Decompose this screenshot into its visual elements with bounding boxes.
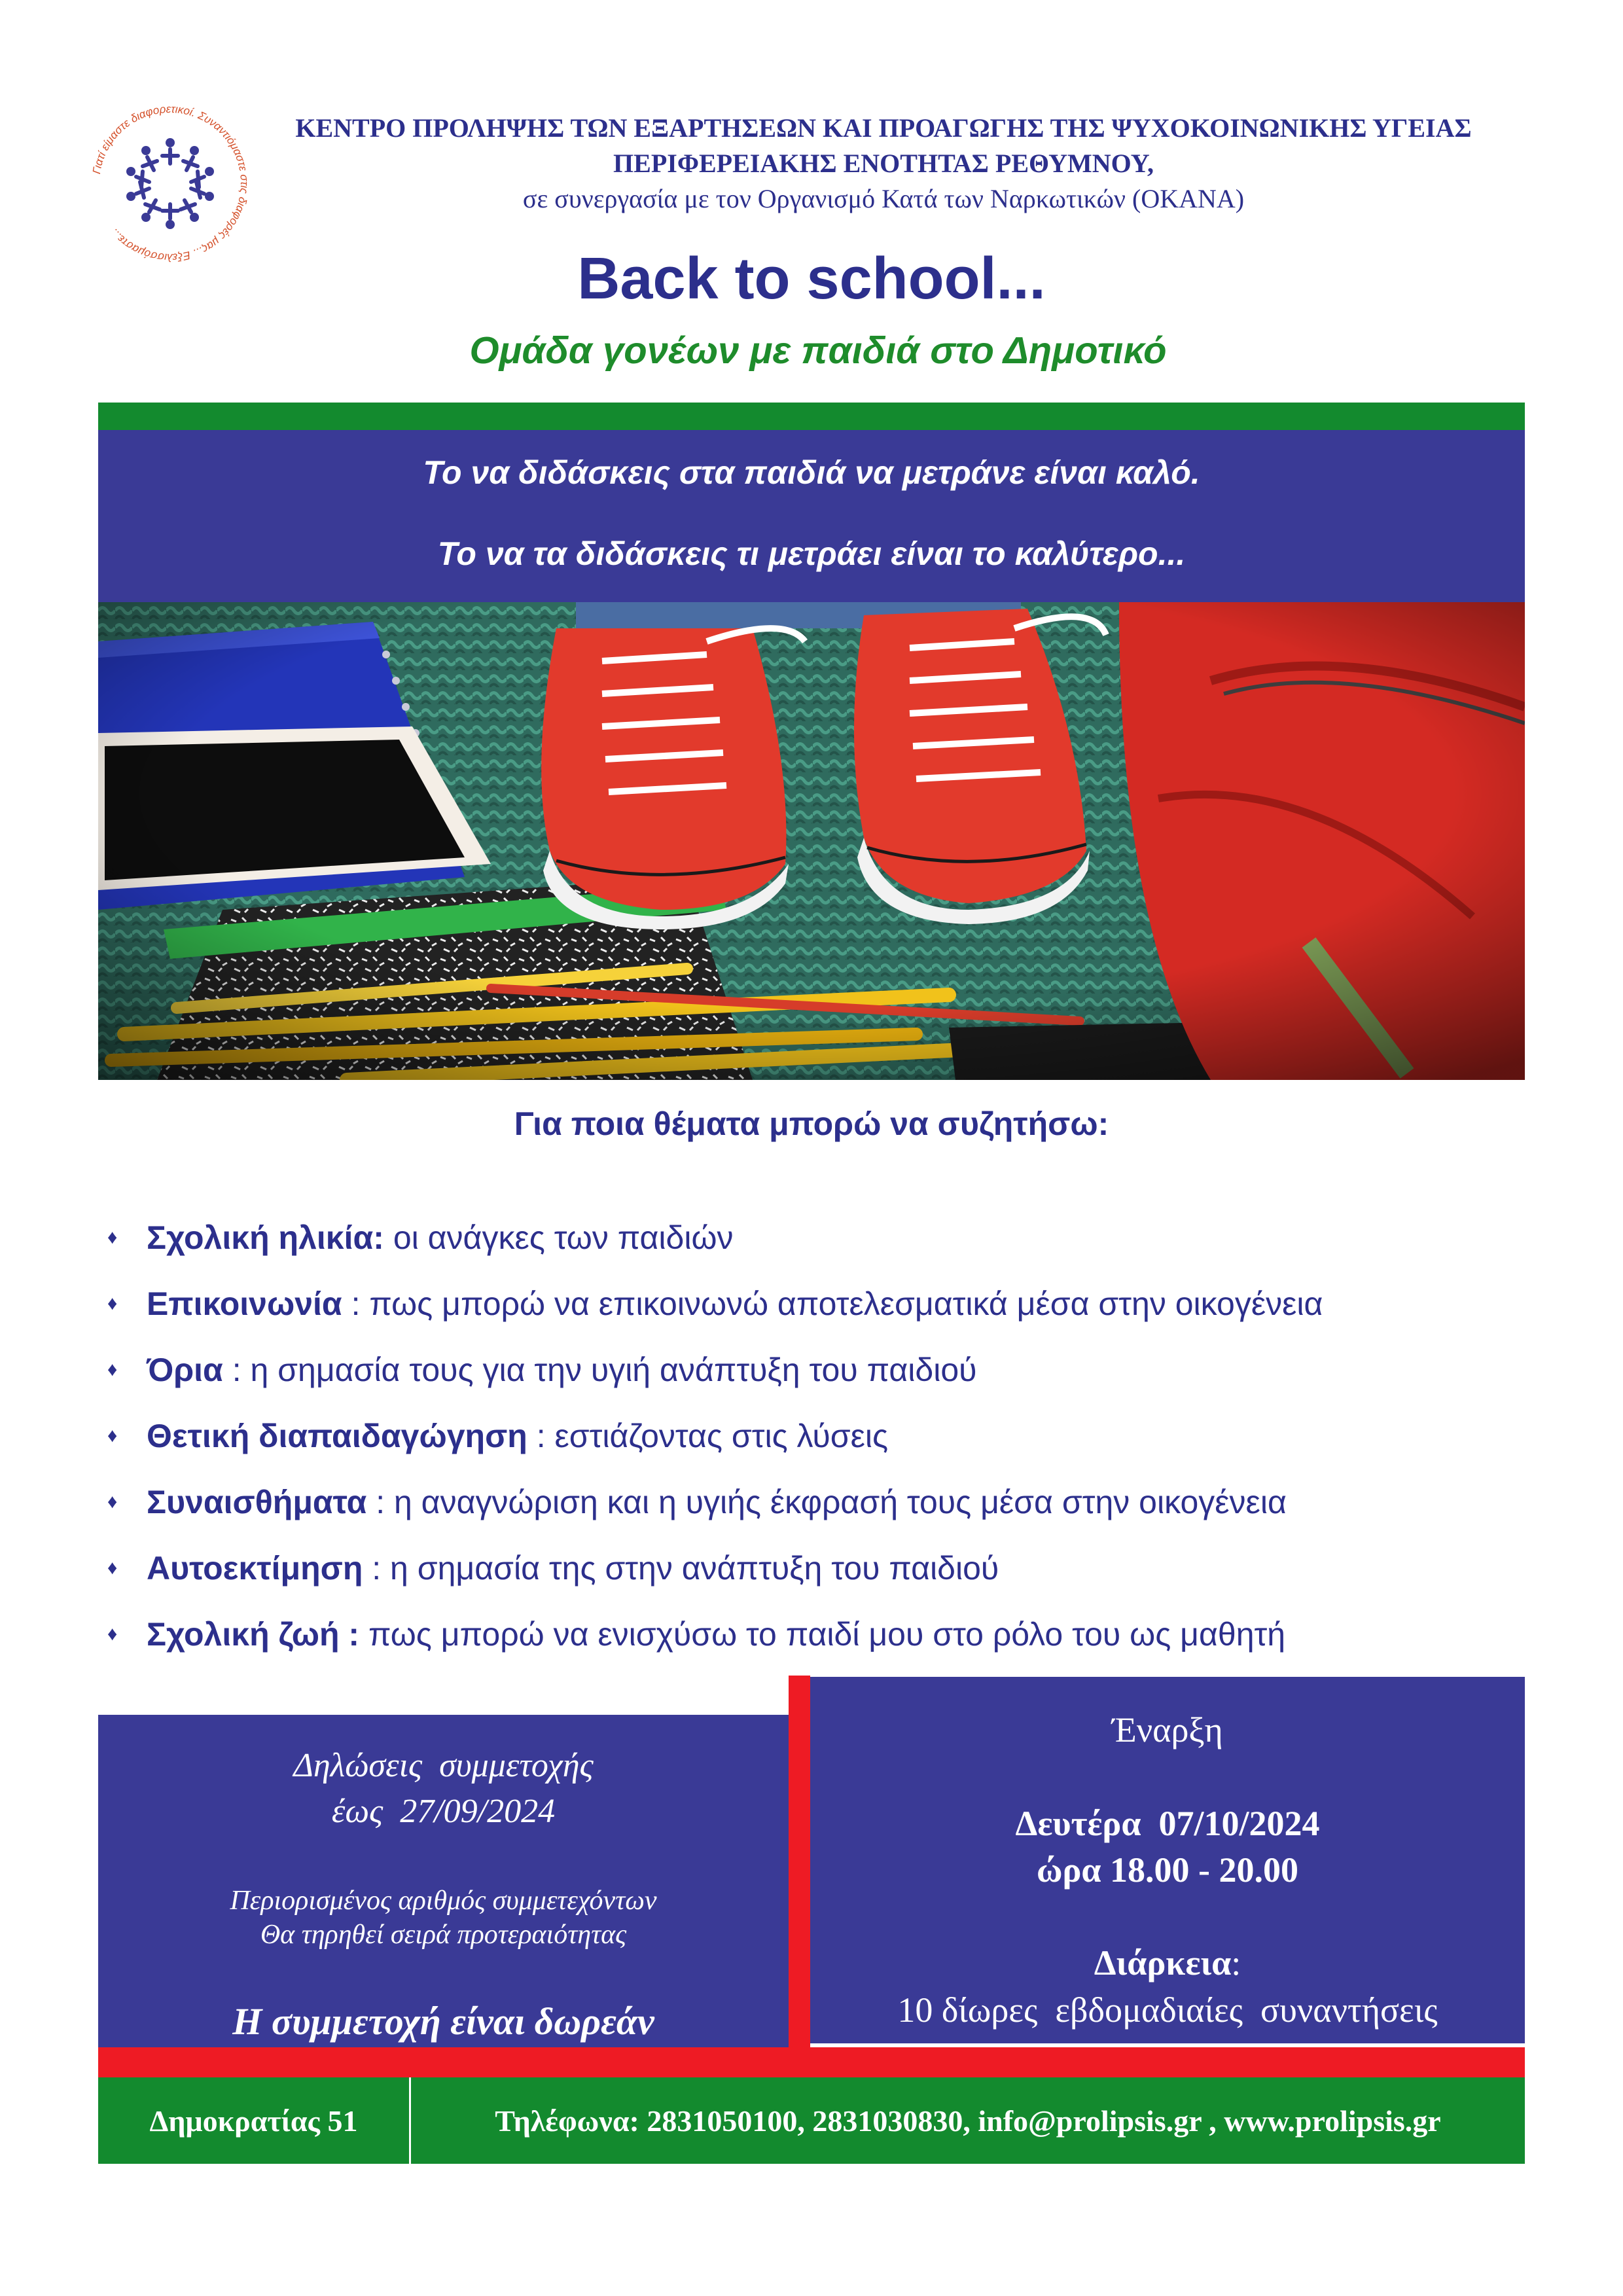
bullet-diamond-icon: ♦ [107,1292,118,1314]
registration-label: Δηλώσεις συμμετοχής [293,1747,594,1784]
organization-logo [85,98,255,268]
duration-label: Διάρκεια [1094,1943,1232,1982]
start-date: Δευτέρα 07/10/2024 [1015,1804,1320,1843]
topic-description: : η σημασία τους για την υγιή ανάπτυξη του παιδιού [223,1351,977,1388]
organization-name-line2: ΠΕΡΙΦΕΡΕΙΑΚΗΣ ΕΝΟΤΗΤΑΣ ΡΕΘΥΜΝΟΥ, [613,149,1154,178]
page-title: Back to school... [577,246,1046,312]
footer-contact: Τηλέφωνα: 2831050100, 2831030830, info@prolipsis.gr , www.prolipsis.gr [495,2104,1441,2138]
quote-line1: Το να διδάσκεις στα παιδιά να μετράνε είναι καλό. [423,454,1200,491]
topic-item [105,1601,1544,1667]
topics-heading: Για ποια θέματα μπορώ να συζητήσω: [514,1105,1109,1142]
topics-list [105,1204,1544,1667]
green-band [98,403,1525,430]
footer-address: Δημοκρατίας 51 [149,2104,358,2138]
topic-item [105,1535,1544,1601]
topic-term: Όρια [147,1351,223,1388]
duration-label-row [810,1943,1525,1983]
topic-term: Σχολική ζωή : [147,1615,360,1653]
limited-participants-note: Περιορισμένος αριθμός συμμετεχόντων [230,1886,657,1916]
partnership-line: σε συνεργασία με τον Οργανισμό Κατά των Ναρκωτικών (ΟΚΑΝΑ) [522,184,1245,213]
svg-text:Γιατί είμαστε διαφορετικοί. Συ [90,103,251,264]
topic-item [105,1204,1544,1270]
school-supplies-photo [98,602,1525,1080]
start-label: Έναρξη [1112,1710,1223,1749]
duration-colon: : [1231,1943,1241,1982]
duration-value: 10 δίωρες εβδομαδιαίες συναντήσεις [897,1990,1438,2030]
topic-term: Επικοινωνία [147,1285,342,1322]
bullet-diamond-icon: ♦ [107,1358,118,1380]
red-divider-horizontal [98,2047,1525,2077]
bullet-diamond-icon: ♦ [107,1226,118,1248]
bullet-diamond-icon: ♦ [107,1424,118,1446]
topic-term: Θετική διαπαιδαγώγηση [147,1417,527,1454]
topic-description: πως μπορώ να ενισχύσω το παιδί μου στο ρόλο του ως μαθητή [359,1615,1286,1653]
priority-order-note: Θα τηρηθεί σειρά προτεραιότητας [260,1920,627,1950]
bullet-diamond-icon: ♦ [107,1556,118,1579]
topic-description: οι ανάγκες των παιδιών [383,1219,734,1256]
topic-term: Σχολική ηλικία: [147,1219,384,1256]
topic-item [105,1336,1544,1403]
bullet-diamond-icon: ♦ [107,1490,118,1513]
quote-line2: Το να τα διδάσκεις τι μετράει είναι το καλύτερο... [437,535,1186,572]
topic-term: Συναισθήματα [147,1483,367,1520]
bullet-diamond-icon: ♦ [107,1623,118,1645]
free-participation-note: Η συμμετοχή είναι δωρεάν [232,2000,654,2043]
red-divider-vertical [789,1676,810,2078]
topic-description: : εστιάζοντας στις λύσεις [527,1417,889,1454]
logo-ring-text: Γιατί είμαστε διαφορετικοί. Συναντιόμαστε στις διαφορές μας... Εξελισσόμαστε... [90,102,251,264]
topic-description: : η σημασία της στην ανάπτυξη του παιδιού [363,1549,999,1587]
topic-description: : πως μπορώ να επικοινωνώ αποτελεσματικά μέσα στην οικογένεια [342,1285,1323,1322]
registration-deadline: έως 27/09/2024 [331,1793,556,1830]
topic-item [105,1469,1544,1535]
topic-item [105,1270,1544,1336]
topic-description: : η αναγνώριση και η υγιής έκφρασή τους μέσα στην οικογένεια [366,1483,1287,1520]
start-time: ώρα 18.00 - 20.00 [1037,1850,1298,1890]
page-subtitle: Ομάδα γονέων με παιδιά στο Δημοτικό [469,329,1167,372]
topic-term: Αυτοεκτίμηση [147,1549,363,1587]
organization-name-line1: ΚΕΝΤΡΟ ΠΡΟΛΗΨΗΣ ΤΩΝ ΕΞΑΡΤΗΣΕΩΝ ΚΑΙ ΠΡΟΑΓΩΓΗΣ ΤΗΣ ΨΥΧΟΚΟΙΝΩΝΙΚΗΣ ΥΓΕΙΑΣ [295,113,1472,143]
topic-item [105,1403,1544,1469]
